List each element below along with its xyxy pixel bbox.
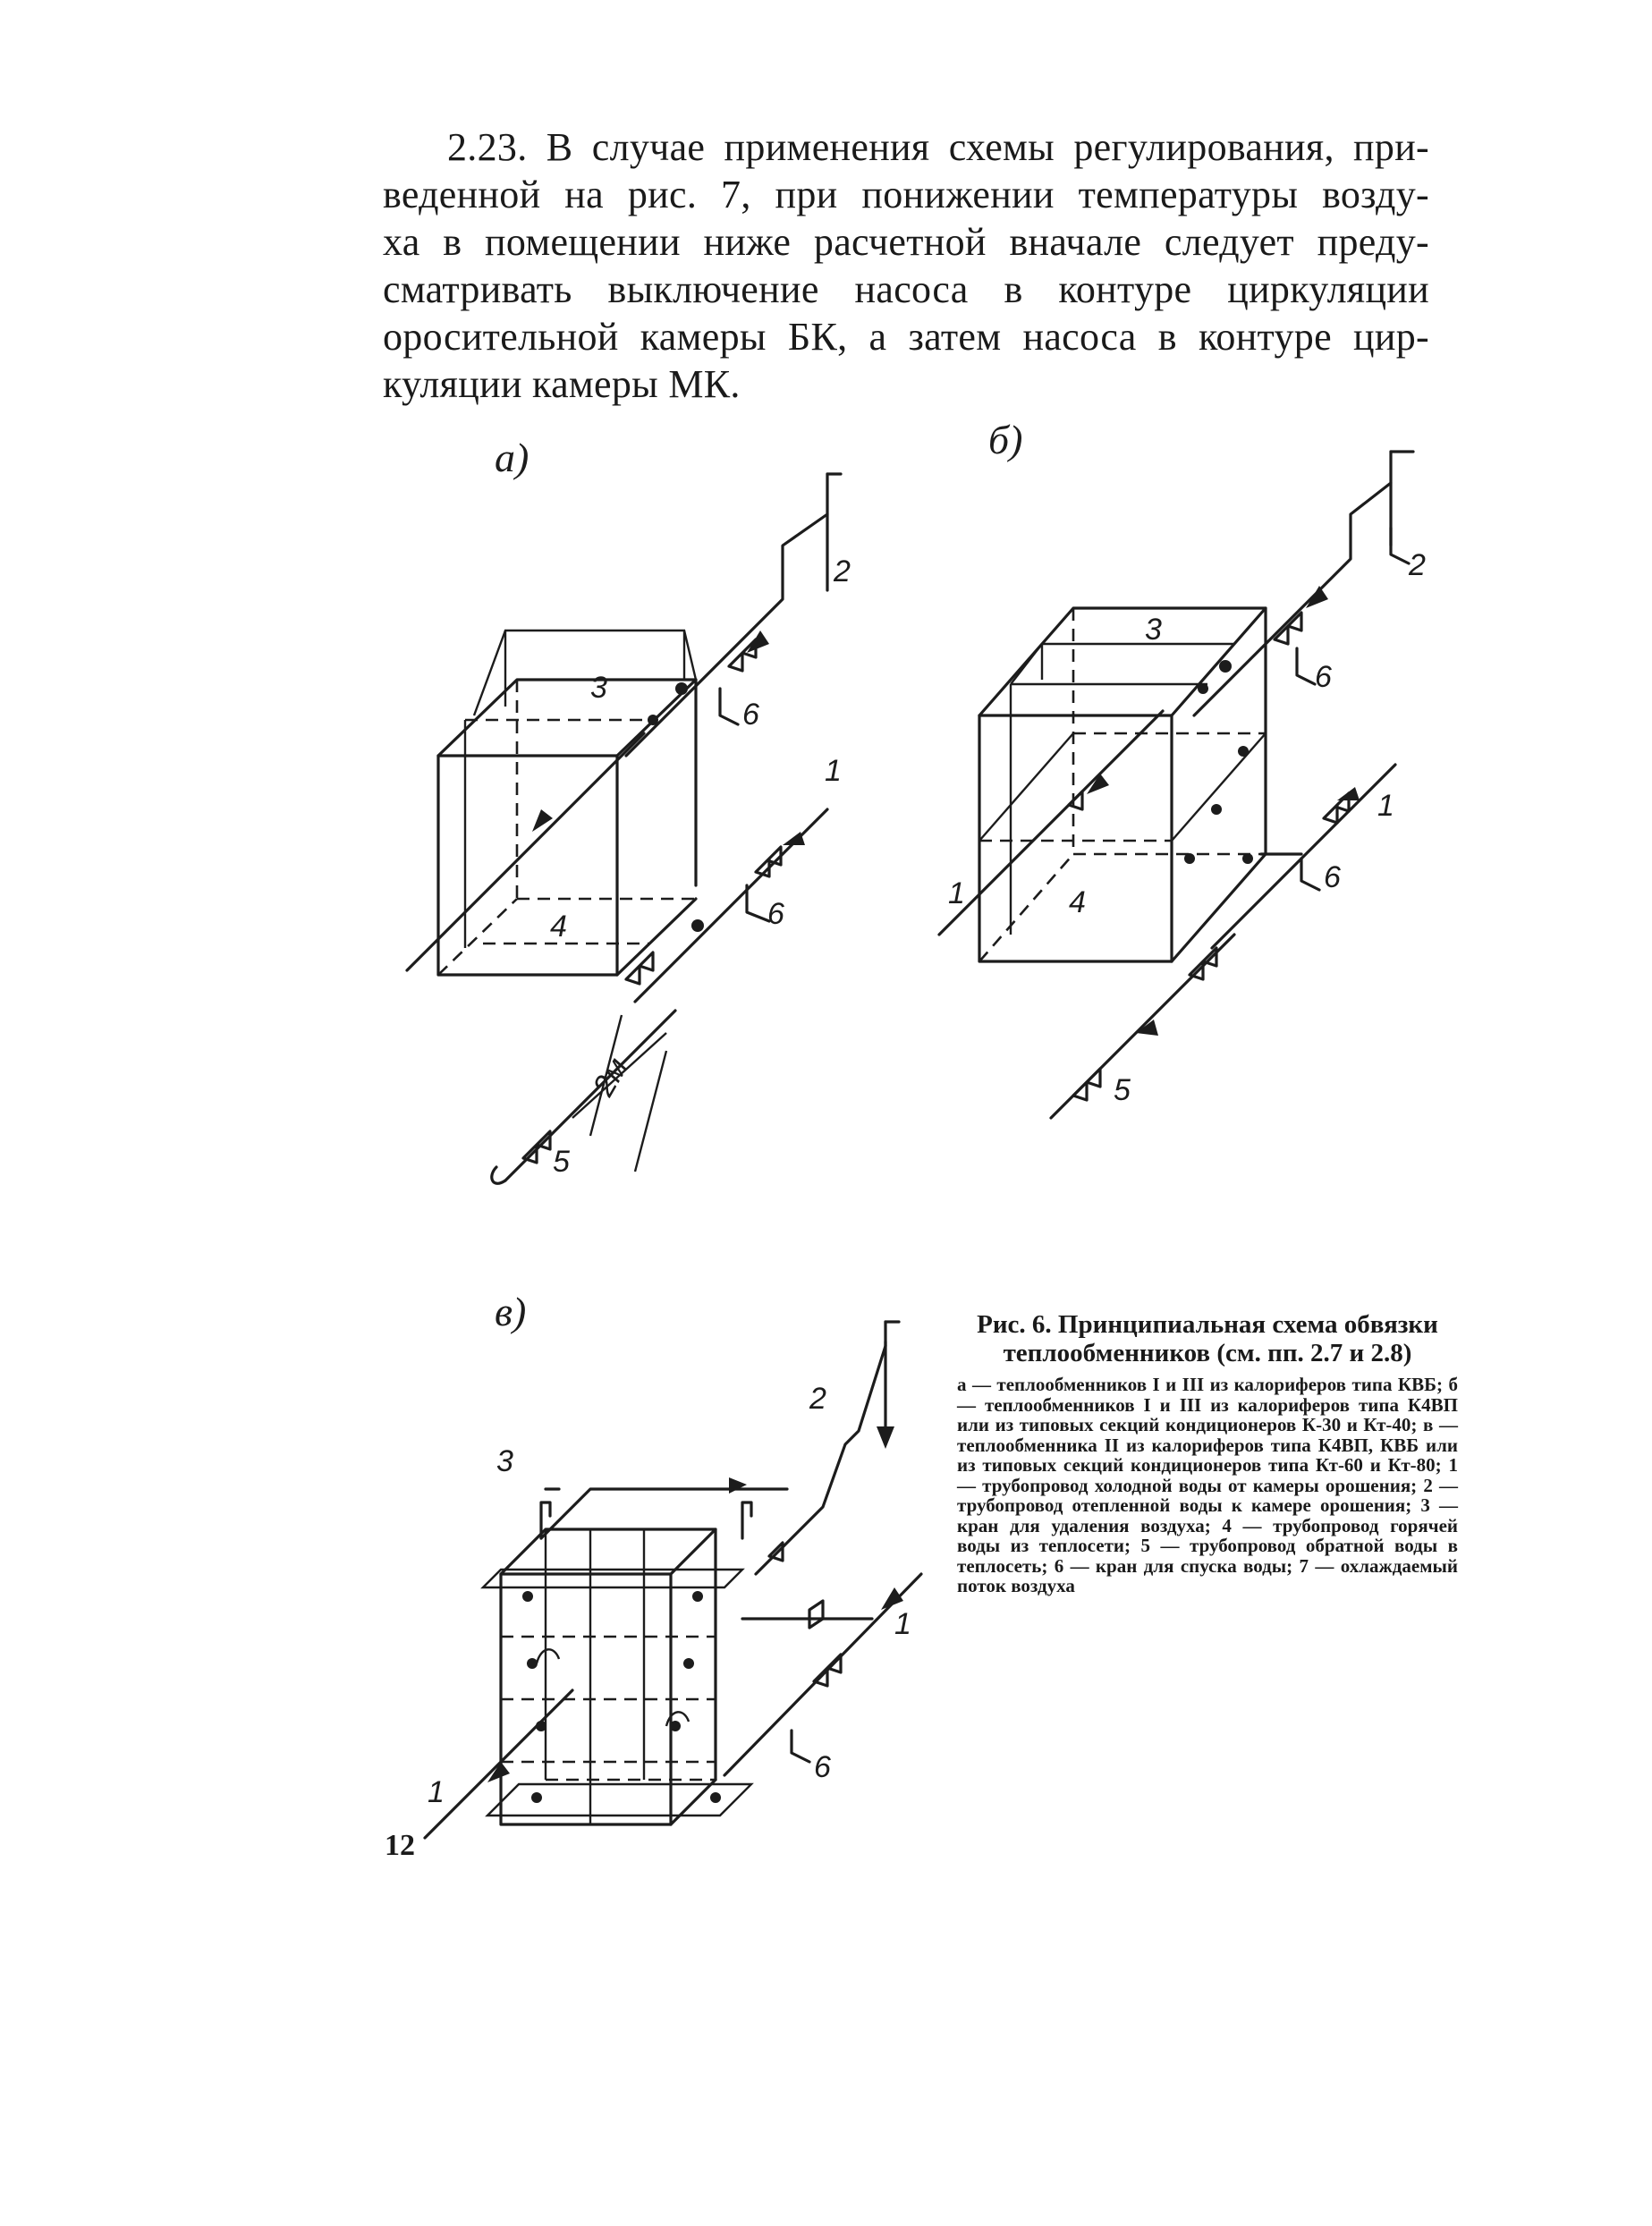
callout-6: 6 xyxy=(814,1750,831,1784)
heat-exchanger-second-section xyxy=(474,631,696,715)
caption-title: Рис. 6. Принципиальная схема обвязки теплообменников (см. пп. 2.7 и 2.8) xyxy=(977,1310,1438,1367)
air-vent-dot xyxy=(692,1591,703,1602)
callout-2: 2 xyxy=(809,1382,826,1416)
drain-valve-6 xyxy=(747,885,769,921)
air-vent-dot xyxy=(710,1792,721,1803)
drain-valve-dot xyxy=(675,682,688,695)
callout-1: 1 xyxy=(1377,789,1394,823)
callout-3: 3 xyxy=(496,1444,513,1478)
pipe-end xyxy=(492,1167,505,1183)
callout-6: 6 xyxy=(742,698,759,732)
air-vent-dot xyxy=(1184,853,1195,864)
callout-6: 6 xyxy=(767,897,784,931)
hidden-edge xyxy=(438,899,517,975)
air-vent-dot xyxy=(1211,804,1222,815)
hidden-edge xyxy=(979,854,1073,961)
figure-caption xyxy=(957,1310,1458,1596)
heat-exchanger-side-edge xyxy=(617,899,696,975)
drain-valve-6 xyxy=(792,1731,809,1762)
callout-6: 6 xyxy=(1324,860,1341,894)
callout-1: 1 xyxy=(894,1607,911,1641)
callout-6: 6 xyxy=(1315,660,1332,694)
valve-icon xyxy=(1069,791,1082,809)
callout-3: 3 xyxy=(590,671,607,705)
pipe-1-cold-water xyxy=(1212,765,1395,948)
valve-icon xyxy=(809,1601,823,1628)
flow-arrow xyxy=(729,1477,747,1494)
flow-arrow xyxy=(1306,586,1328,608)
callout-5: 5 xyxy=(553,1145,570,1179)
heat-exchanger-top-face xyxy=(501,1529,716,1574)
air-vent-3 xyxy=(742,1502,751,1538)
panel-b-drawing xyxy=(939,452,1413,1118)
air-vent-dot xyxy=(648,715,658,725)
section-edge xyxy=(1172,733,1266,841)
air-vent-dot xyxy=(1238,746,1249,757)
callout-5: 5 xyxy=(1114,1073,1131,1107)
valve-icon xyxy=(1275,613,1301,644)
valve-icon xyxy=(1073,1069,1100,1100)
air-vent-dot xyxy=(1242,853,1253,864)
connection-loop xyxy=(537,1649,559,1663)
callout-4: 4 xyxy=(1069,885,1086,919)
flow-arrow xyxy=(747,631,769,653)
heat-exchanger-side-edge xyxy=(671,1780,716,1824)
valve-icon xyxy=(1324,793,1349,823)
drain-valve-dot xyxy=(691,919,704,932)
heat-exchanger-front-face xyxy=(979,715,1172,961)
air-vent-dot xyxy=(527,1658,538,1669)
paragraph-line: оросительной камеры БК, а затем насоса в контуре цир- xyxy=(383,315,1429,359)
paragraph-line: веденной на рис. 7, при понижении температуры возду- xyxy=(383,173,1429,216)
pipe-2-warm-water xyxy=(1194,452,1391,715)
drain-valve-6 xyxy=(1301,859,1319,890)
air-vent-dot xyxy=(683,1658,694,1669)
valve-icon xyxy=(626,952,653,984)
drain-valve-dot xyxy=(1219,660,1232,673)
paragraph-line: сматривать выключение насоса в контуре циркуляции xyxy=(383,267,1429,311)
drain-valve-6 xyxy=(720,689,738,724)
paragraph-line: 2.23. В случае применения схемы регулирования, при- xyxy=(447,125,1429,169)
panel-b-letter: б) xyxy=(988,417,1023,462)
callout-1: 1 xyxy=(948,876,965,910)
dimension-line xyxy=(635,1051,666,1172)
section-edge xyxy=(1011,644,1234,684)
valve-icon xyxy=(769,1543,783,1561)
pipe-2-warm-water xyxy=(756,1346,885,1574)
callout-3: 3 xyxy=(1145,613,1162,647)
panel-v-drawing xyxy=(425,1322,921,1838)
dimension-label: 2м xyxy=(586,1052,635,1103)
paragraph-line: ха в помещении ниже расчетной вначале следует преду- xyxy=(383,220,1429,264)
callout-1: 1 xyxy=(428,1775,445,1809)
panel-a-letter: а) xyxy=(495,435,529,480)
pipe-2-warm-water xyxy=(626,474,827,756)
paragraph-line: куляции камеры МК. xyxy=(383,362,741,406)
pipe-4-hot-water xyxy=(939,711,1163,935)
pipe-4-hot-water xyxy=(407,733,644,970)
air-vent-dot xyxy=(536,1721,546,1731)
air-vent-dot xyxy=(531,1792,542,1803)
flow-arrow xyxy=(877,1426,894,1449)
section-edge xyxy=(979,733,1073,841)
callout-2: 2 xyxy=(834,554,851,588)
page-number: 12 xyxy=(385,1829,415,1862)
valve-icon xyxy=(756,847,781,876)
callout-2: 2 xyxy=(1409,548,1426,582)
valve-icon xyxy=(729,639,756,671)
air-vent-dot xyxy=(522,1591,533,1602)
caption-body: а — теплообменников I и III из калориферов типа КВБ; б — теплообменников I и III из калориферов типа К4ВП или из типовых секций кондиционеров К-30 и Кт-40; в — теплообменника II из калориферов типа К4ВП, КВБ или из типовых секций кондиционеров типа Кт-60 и Кт-80; 1 — трубопровод холодной воды от камеры орошения; 2 — трубопровод отепленной воды к камере орошения; 3 — кран для удаления воздуха; 4 — трубопровод горячей воды из теплосети; 5 — трубопровод обратной воды в теплосеть; 6 — кран для спуска воды; 7 — охлаждаемый поток воздуха xyxy=(957,1374,1458,1596)
panel-v-letter: в) xyxy=(495,1289,527,1334)
air-vent-dot xyxy=(1198,683,1208,694)
pipe-5-return-water xyxy=(505,1011,675,1181)
callout-4: 4 xyxy=(550,910,567,944)
frame-top xyxy=(483,1570,742,1587)
drain-valve xyxy=(1391,528,1409,563)
callout-1: 1 xyxy=(825,754,842,788)
air-vent-dot xyxy=(670,1721,681,1731)
drain-valve-6 xyxy=(1297,648,1315,684)
